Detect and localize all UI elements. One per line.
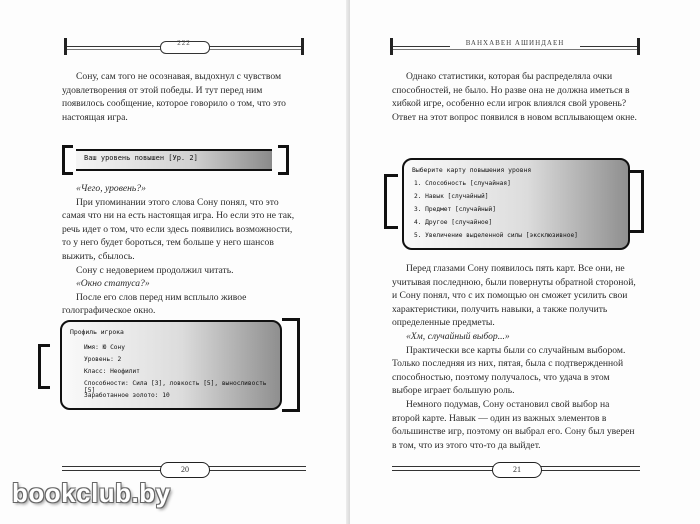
left-text-top [62,70,302,124]
right-text-top [392,70,638,124]
profile-title: Профиль игрока [70,328,124,336]
cards-title: Выберите карту повышения уровня [412,166,532,174]
paragraph: «Хм, случайный выбор...» [406,330,510,342]
paragraph: Однако статистики, которая бы распределяла очки способностей, не было. Но разве она не должна иметься в хибкой игре, особенно если игрок влиялся свой уровень? Ответ на этот вопрос появился в новом всплывающем окне. [392,71,637,123]
paragraph: «Чего, уровень?» [76,183,146,194]
right-header-text: ВАНХАВЕН АШИНДАЕН [450,39,580,47]
level-card-box [384,154,654,250]
right-page [350,0,700,524]
level-up-box [62,145,286,173]
paragraph: Сону, сам того не осознавая, выдохнул с чувством удовлетворения от этой победы. И тут перед ним появилось сообщение, которое говорило о том, что это настоящая игра. [62,71,286,123]
profile-box [38,314,310,416]
paragraph: Сону с недоверием продолжил читать. [76,264,234,276]
paragraph: Немного подумав, Сону остановил свой выбор на второй карте. Навык — один из важных элементов в большинстве игр, поэтому он выбрал его. Сону был уверен в том, что из этого что-то да выйдет. [392,398,635,451]
profile-item: Имя: Ю Сону [84,344,125,351]
paragraph: Практически все карты были со случайным выбором. Только последняя из них, пятая, была с подтвержденной способностью, поэтому получалось, что удача в этом выборе играет большую роль. [392,344,626,397]
profile-item: Класс: Неофилит [84,368,140,375]
left-header-text: 222 [177,39,191,47]
card-item: 3. Предмет [случайный] [414,206,496,213]
paragraph: При упоминании этого слова Сону понял, что это самая что ни на есть настоящая игра. Но если это не так, речь идет о том, что если здесь появились возможности, то у него будет бороться, тем больше у него шансов выжить, сбылось. [62,196,295,262]
level-up-text: Ваш уровень повышен [Ур. 2] [84,154,198,162]
left-header-rule [64,37,304,57]
profile-item: Уровень: 2 [84,356,122,363]
profile-item: Способности: Сила [3], ловкость [5], выносливость [5] [84,380,267,394]
right-header-rule [390,37,640,57]
right-footer-rule [392,462,640,478]
left-text-middle [62,182,302,318]
left-page-number: 20 [181,465,189,474]
card-item: 1. Способность [случайная] [414,180,511,187]
card-item: 5. Увеличение выделенной силы [эксклюзивное] [414,232,578,239]
watermark-logo: bookclub.by [12,478,171,508]
right-text-bottom [392,262,638,452]
profile-item: Заработанное золото: 10 [84,392,170,399]
card-item: 2. Навык [случайный] [414,193,489,200]
right-page-number: 21 [513,465,521,474]
paragraph: Перед глазами Сону появилось пять карт. Все они, не учитывая последнюю, были повернуты обратной стороной, и Сону понял, что с их помощью он сможет усилить свои характеристики, получить навыки, а также получить определенные предметы. [392,263,636,329]
paragraph: «Окно статуса?» [76,278,150,290]
card-item: 4. Другое [случайное] [414,219,493,226]
paragraph: После его слов перед ним всплыло живое голографическое окно. [62,291,247,317]
left-footer-rule [62,462,306,478]
